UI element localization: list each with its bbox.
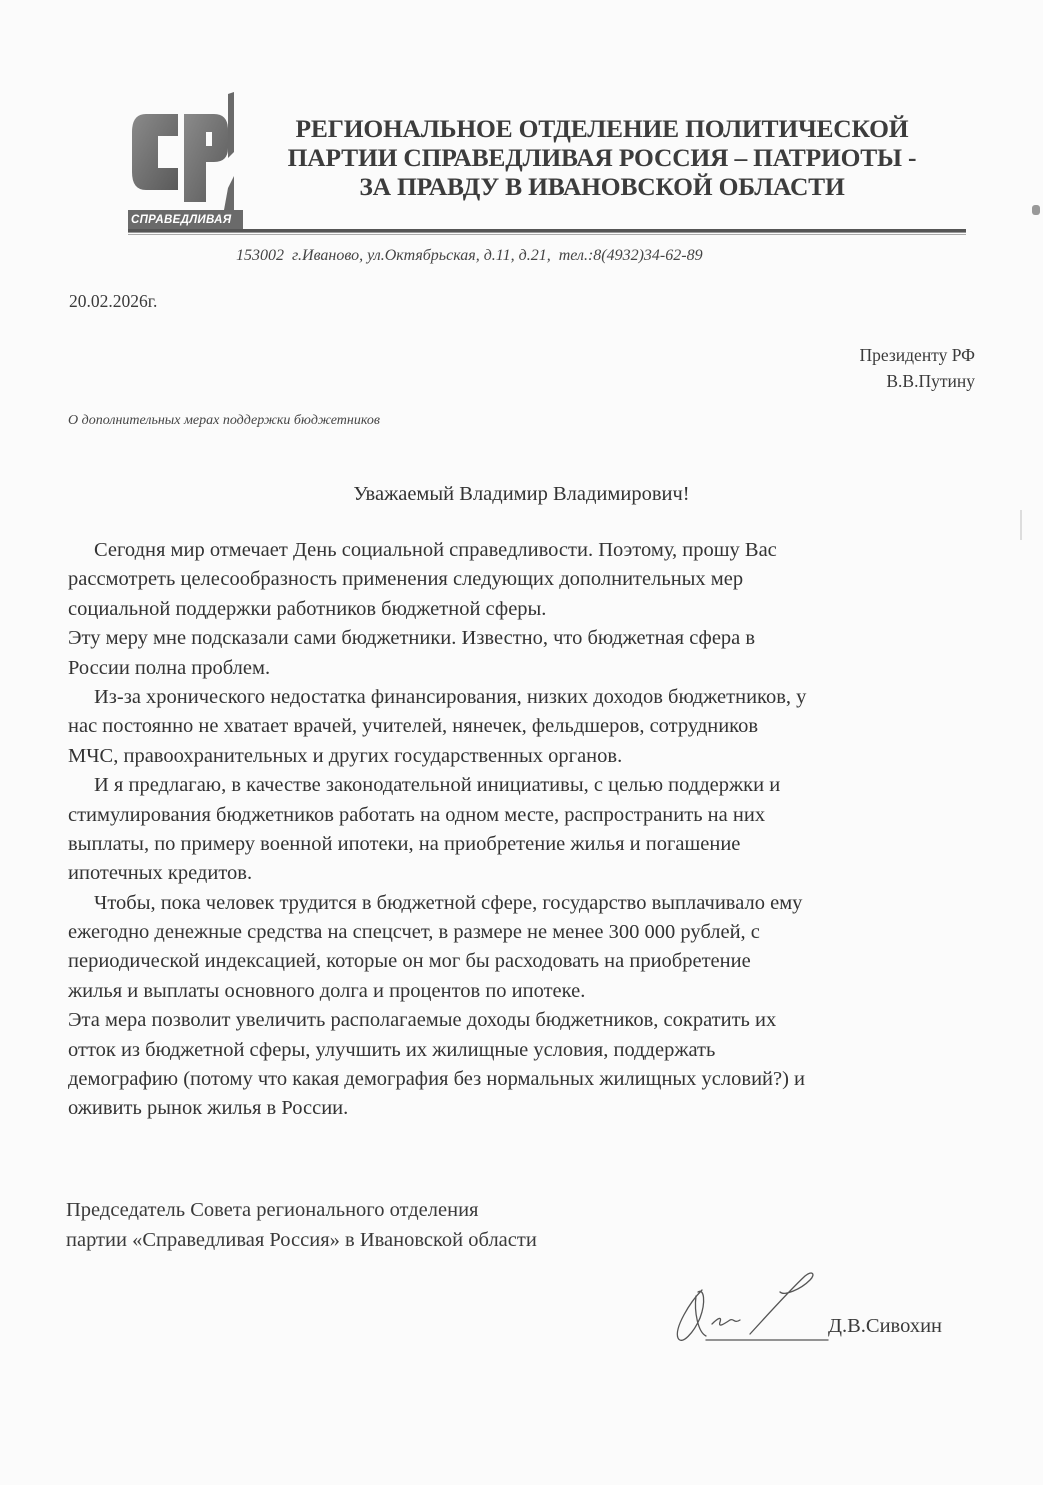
signer-name: Д.В.Сивохин [828, 1315, 943, 1337]
body-line: И я предлагаю, в качестве законодательной инициативы, с целью поддержки и [94, 774, 781, 797]
letterhead-divider [128, 229, 966, 233]
body-line: МЧС, правоохранительных и других государственных органов. [68, 744, 623, 767]
scan-artifact [1020, 510, 1022, 540]
salutation: Уважаемый Владимир Владимирович! [353, 483, 690, 505]
scan-artifact [1032, 205, 1040, 215]
body-line: выплаты, по примеру военной ипотеки, на приобретение жилья и погашение [68, 832, 741, 855]
body-line: России полна проблем. [68, 656, 271, 679]
recipient-block [860, 342, 976, 394]
organization-address: 153002 г.Иваново, ул.Октябрьская, д.11, д.21, тел.:8(4932)34-62-89 [236, 247, 703, 264]
letter-body [68, 536, 998, 1124]
body-line: социальной поддержки работников бюджетной сферы. [68, 597, 547, 620]
recipient-title: Президенту РФ [859, 345, 975, 365]
org-title-line: ЗА ПРАВДУ В ИВАНОВСКОЙ ОБЛАСТИ [359, 172, 845, 201]
signoff-block [66, 1196, 537, 1255]
body-line: жилья и выплаты основного долга и процентов по ипотеке. [68, 979, 586, 1002]
org-title-line: РЕГИОНАЛЬНОЕ ОТДЕЛЕНИЕ ПОЛИТИЧЕСКОЙ [295, 114, 909, 143]
body-line: Из-за хронического недостатка финансирования, низких доходов бюджетников, у [94, 685, 807, 708]
body-line: периодической индексацией, которые он мог бы расходовать на приобретение [68, 950, 751, 973]
body-line: ежегодно денежные средства на спецсчет, в размере не менее 300 000 рублей, с [68, 921, 760, 944]
org-title-line: ПАРТИИ СПРАВЕДЛИВАЯ РОССИЯ – ПАТРИОТЫ - [287, 143, 917, 172]
body-line: нас постоянно не хватает врачей, учителей, нянечек, фельдшеров, сотрудников [68, 715, 759, 738]
body-line: Чтобы, пока человек трудится в бюджетной сфере, государство выплачивало ему [94, 891, 803, 914]
letter-date: 20.02.2026г. [69, 291, 158, 311]
party-logo-icon [128, 92, 236, 212]
body-line: отток из бюджетной сферы, улучшить их жилищные условия, поддержать [68, 1038, 716, 1061]
letter-subject: О дополнительных мерах поддержки бюджетников [68, 413, 380, 428]
body-line: демографию (потому что какая демография без нормальных жилищных условий?) и [68, 1068, 806, 1091]
party-logo [128, 92, 236, 232]
body-line: Сегодня мир отмечает День социальной справедливости. Поэтому, прошу Вас [94, 539, 777, 561]
signoff-position: Председатель Совета регионального отделения [66, 1199, 479, 1221]
logo-wordmark: СПРАВЕДЛИВАЯ [128, 210, 243, 230]
organization-title [272, 114, 932, 201]
body-line: Эта мера позволит увеличить располагаемые доходы бюджетников, сократить их [68, 1009, 777, 1032]
letterhead-divider-thin [128, 234, 966, 235]
signature-icon [660, 1262, 860, 1352]
signoff-organization: партии «Справедливая Россия» в Ивановской области [66, 1228, 537, 1251]
body-line: рассмотреть целесообразность применения следующих дополнительных мер [68, 568, 744, 591]
recipient-name: В.В.Путину [886, 371, 975, 391]
body-line: Эту меру мне подсказали сами бюджетники. Известно, что бюджетная сфера в [68, 627, 756, 650]
handwritten-signature [660, 1262, 860, 1352]
body-line: стимулирования бюджетников работать на одном месте, распространить на них [68, 803, 766, 826]
body-line: оживить рынок жилья в России. [68, 1097, 349, 1120]
body-line: ипотечных кредитов. [68, 862, 253, 885]
